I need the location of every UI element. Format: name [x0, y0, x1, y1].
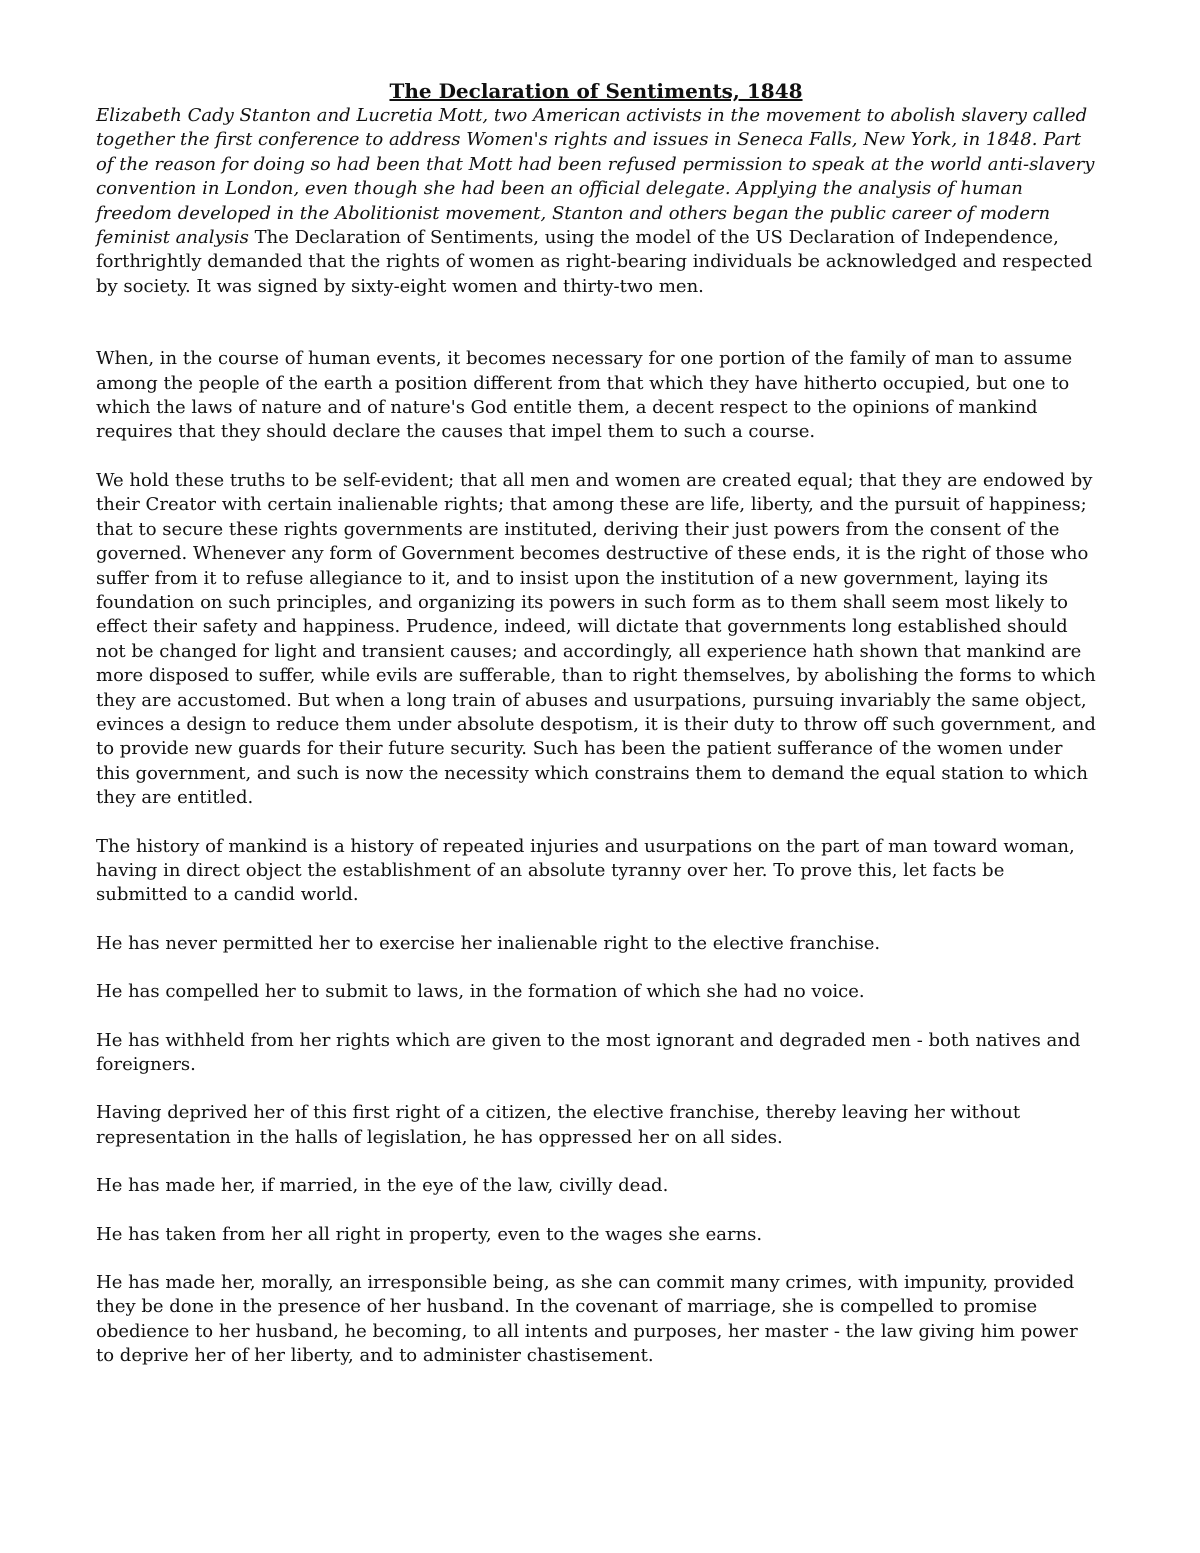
grievance-civilly-dead: He has made her, if married, in the eye of the law, civilly dead.	[96, 1175, 669, 1197]
paragraph-history-of-mankind: The history of mankind is a history of repeated injuries and usurpations on the part of man toward woman, having in direct object the establishment of an absolute tyranny over her. To prove this, let facts be submitted to a candid world.	[96, 835, 1075, 906]
grievance-elective-franchise: He has never permitted her to exercise her inalienable right to the elective franchise.	[96, 932, 881, 954]
paragraph-self-evident-truths: We hold these truths to be self-evident; that all men and women are created equal; that they are endowed by their Creator with certain inalienable rights; that among these are life, liberty, and the pursuit of happiness; that to secure these rights governments are instituted, deriving their just powers from the consent of the governed. Whenever any form of Government becomes destructive of these ends, it is the right of those who suffer from it to refuse allegiance to it, and to insist upon the institution of a new government, laying its foundation on such principles, and organizing its powers in such form as to them shall seem most likely to effect their safety and happiness. Prudence, indeed, will dictate that governments long established should not be changed for light and transient causes; and accordingly, all experience hath shown that mankind are more disposed to suffer, while evils are sufferable, than to right themselves, by abolishing the forms to which they are accustomed. But when a long train of abuses and usurpations, pursuing invariably the same object, evinces a design to reduce them under absolute despotism, it is their duty to throw off such government, and to provide new guards for their future security. Such has been the patient sufferance of the women under this government, and such is now the necessity which constrains them to demand the equal station to which they are entitled.	[96, 469, 1096, 809]
grievance-laws-without-voice: He has compelled her to submit to laws, in the formation of which she had no voice.	[96, 981, 865, 1003]
grievance-irresponsible-being: He has made her, morally, an irresponsible being, as she can commit many crimes, with impunity, provided they be done in the presence of her husband. In the covenant of marriage, she is compelled to promise obedience to her husband, he becoming, to all intents and purposes, her master - the law giving him power to deprive her of her liberty, and to administer chastisement.	[96, 1272, 1078, 1367]
grievance-withheld-rights: He has withheld from her rights which are given to the most ignorant and degraded men - both natives and foreigners.	[96, 1029, 1081, 1075]
intro-plain-text: The Declaration of Sentiments, using the model of the US Declaration of Independence, forthrightly demanded that the rights of women as right-bearing individuals be acknowledged and respected by society. It was signed by sixty-eight women and thirty-two men.	[96, 227, 1093, 297]
document-page	[96, 78, 1096, 1393]
section-spacer	[96, 299, 1096, 347]
intro-paragraph	[96, 104, 1096, 299]
intro-italic-text: Elizabeth Cady Stanton and Lucretia Mott, two American activists in the movement to abolish slavery called together the first conference to address Women's rights and issues in Seneca Falls, New York, in 1848. Part of the reason for doing so had been that Mott had been refused permission to speak at the world anti-slavery convention in London, even though she had been an official delegate. Applying the analysis of human freedom developed in the Abolitionist movement, Stanton and others began the public career of modern feminist analysis	[96, 105, 1095, 249]
grievance-property: He has taken from her all right in property, even to the wages she earns.	[96, 1223, 763, 1245]
document-title: The Declaration of Sentiments, 1848	[389, 79, 803, 103]
grievance-no-representation: Having deprived her of this first right of a citizen, the elective franchise, thereby leaving her without representation in the halls of legislation, he has oppressed her on all sides.	[96, 1102, 1021, 1148]
paragraph-preamble: When, in the course of human events, it becomes necessary for one portion of the family of man to assume among the people of the earth a position different from that which they have hitherto occupied, but one to which the laws of nature and of nature's God entitle them, a decent respect to the opinions of mankind requires that they should declare the causes that impel them to such a course.	[96, 348, 1073, 443]
